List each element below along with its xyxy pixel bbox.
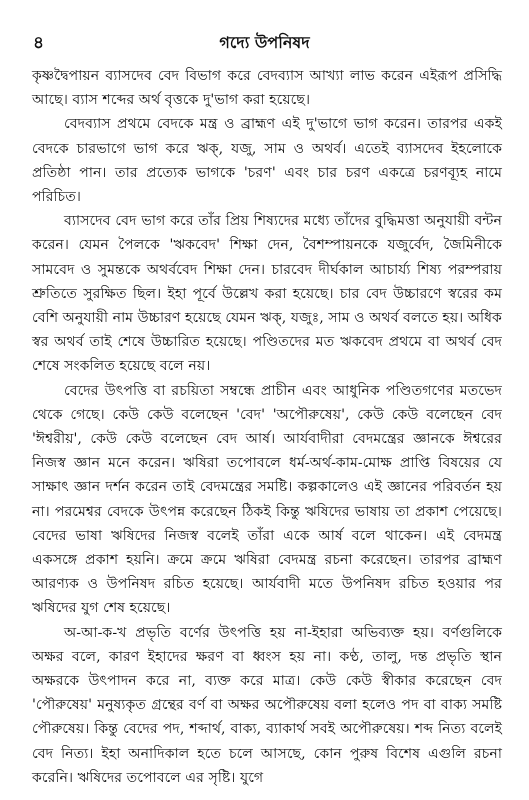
page-number: ৪ bbox=[33, 33, 45, 53]
paragraph: ব্যাসদেব বেদ ভাগ করে তাঁর প্রিয় শিষ্যদের মধ্যে তাঁদের বুদ্ধিমত্তা অনুযায়ী বন্টন করেন। যেমন পৈলকে 'ঋকবেদ' শিক্ষা দেন, বৈশম্পায়নকে যজুর্বেদ, জৈমিনীকে সামবেদ ও সুমন্তকে অথর্ববেদ শিক্ষা দেন। চারবেদ দীর্ঘকাল আচার্য্য শিষ্য পরম্পরায় শ্রুতিতে সুরক্ষিত ছিল। ইহা পূর্বে উল্লেখ করা হয়েছে। চার বেদ উচ্চারণে স্বরের কম বেশি অনুযায়ী নাম উচ্চারণ হয়েছে যেমন ঋক্‌, যজুঃ, সাম ও অথর্ব বলতে হয়। অধিক স্বর অথর্ব তাই শেষে উচ্চারিত হয়েছে। পণ্ডিতদের মত ঋকবেদ প্রথমে বা অথর্ব বেদ শেষে সংকলিত হয়েছে বলে নয়। bbox=[32, 213, 502, 375]
paragraph: বেদব্যাস প্রথমে বেদকে মন্ত্র ও ব্রাহ্মণ এই দু'ভাগে ভাগ করেন। তারপর একই বেদকে চারভাগে ভাগ করে ঋক্‌, যজু, সাম ও অথর্ব। এতেই ব্যাসদেব ইহলোকে প্রতিষ্ঠা পান। তার প্রত্যেক ভাগকে 'চরণ' এবং চার চরণ একত্রে চরণব্যূহ নামে পরিচিত। bbox=[32, 116, 502, 206]
paragraph: বেদের উৎপত্তি বা রচয়িতা সম্বন্ধে প্রাচীন এবং আধুনিক পণ্ডিতগণের মতভেদ থেকে গেছে। কেউ কেউ বলেছেন 'বেদ' 'অপৌরুষেয়', কেউ কেউ বলেছেন বেদ 'ঈশ্বরীয়', কেউ কেউ বলেছেন বেদ আর্ষ। আর্যবাদীরা বেদমন্ত্রের জ্ঞানকে ঈশ্বরের নিজস্ব জ্ঞান মনে করেন। ঋষিরা তপোবলে ধর্ম-অর্থ-কাম-মোক্ষ প্রাপ্তি বিষয়ের যে সাক্ষাৎ জ্ঞান দর্শন করেন তাই বেদমন্ত্রের সমষ্টি। কল্পকালেও এই জ্ঞানের পরিবর্তন হয় না। পরমেশ্বর বেদকে উৎপন্ন করেছেন ঠিকই কিন্তু ঋষিদের ভাষায় তা প্রকাশ পেয়েছে। বেদের ভাষা ঋষিদের নিজস্ব বলেই তাঁরা একে আর্ষ বলে থাকেন। এই বেদমন্ত্র একসঙ্গে প্রকাশ হয়নি। ক্রমে ক্রমে ঋষিরা বেদমন্ত্র রচনা করেছেন। তারপর ব্রাহ্মণ আরণ্যক ও উপনিষদ রচিত হয়েছে। আর্যবাদী মতে উপনিষদ রচিত হওয়ার পর ঋষিদের যুগ শেষ হয়েছে। bbox=[32, 382, 502, 617]
running-title: গদ্যে উপনিষদ bbox=[219, 33, 310, 52]
page-header bbox=[28, 30, 501, 54]
body-text bbox=[32, 64, 502, 790]
paragraph: অ-আ-ক-খ প্রভৃতি বর্ণের উৎপত্তি হয় না-ইহারা অভিব্যক্ত হয়। বর্ণগুলিকে অক্ষর বলে, কারণ ইহাদের ক্ষরণ বা ধ্বংস হয় না। কণ্ঠ, তালু, দন্ত প্রভৃতি স্থান অক্ষরকে উৎপাদন করে না, ব্যক্ত করে মাত্র। কেউ কেউ স্বীকার করেছেন বেদ 'পৌরুষেয়' মনুষ্যকৃত গ্রন্থের বর্ণ বা অক্ষর অপৌরুষেয় বলা হলেও পদ বা বাক্য সমষ্টি পৌরুষেয়। কিন্তু বেদের পদ, শব্দার্থ, বাক্য, ব্যাকার্থ সবই অপৌরুষেয়। শব্দ নিত্য বলেই বেদ নিত্য। ইহা অনাদিকাল হতে চলে আসছে, কোন পুরুষ বিশেষ এগুলি রচনা করেনি। ঋষিদের তপোবলে এর সৃষ্টি। যুগে bbox=[32, 624, 502, 786]
paragraph: কৃষ্ণদ্বৈপায়ন ব্যাসদেব বেদ বিভাগ করে বেদব্যাস আখ্যা লাভ করেন এইরূপ প্রসিদ্ধি আছে। ব্যাস শব্দের অর্থ বৃত্তকে দু'ভাগ করা হয়েছে। bbox=[32, 68, 502, 109]
